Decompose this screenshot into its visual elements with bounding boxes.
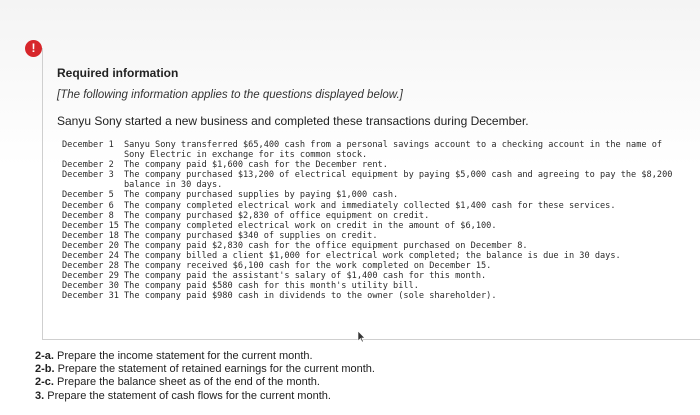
transaction-description: The company purchased $2,830 of office equipment on credit. [124, 210, 430, 221]
transaction-date: December 5 [62, 190, 114, 201]
transaction-date: December 31 [62, 291, 119, 302]
required-info-heading: Required information [57, 66, 179, 80]
transaction-date: December 6 [62, 200, 114, 211]
transaction-date: December 1 [62, 140, 114, 150]
transaction-row [62, 211, 682, 221]
transaction-description: The company completed electrical work and immediately collected $1,400 cash for these services. [124, 200, 616, 211]
transactions-list [62, 140, 682, 302]
transaction-description: The company purchased $340 of supplies on credit. [124, 230, 378, 241]
transaction-description: The company received $6,100 cash for the work completed on December 15. [124, 261, 492, 272]
transaction-description: The company paid $580 cash for this month's utility bill. [124, 281, 419, 292]
transaction-row [62, 291, 682, 301]
question-text: Prepare the income statement for the current month. [53, 350, 313, 362]
info-note: [The following information applies to the questions displayed below.] [57, 89, 403, 101]
transaction-date: December 29 [62, 271, 119, 282]
intro-text: Sanyu Sony started a new business and completed these transactions during December. [57, 114, 529, 128]
transaction-row [62, 281, 682, 291]
transaction-row [62, 170, 682, 190]
question-number: 2-c. [35, 376, 54, 389]
transaction-date: December 2 [62, 160, 114, 171]
question-text: Prepare the statement of cash flows for the current month. [44, 389, 331, 402]
question-list [35, 350, 375, 403]
question-item [35, 376, 375, 389]
transaction-date: December 8 [62, 210, 114, 221]
transaction-description: The company paid $2,830 cash for the office equipment purchased on December 8. [124, 240, 528, 251]
transaction-date: December 3 [62, 170, 114, 181]
transaction-date: December 20 [62, 240, 119, 251]
question-item [35, 363, 375, 376]
transaction-description: The company billed a client $1,000 for electrical work completed; the balance is due in 30 days. [124, 251, 621, 262]
question-text: Prepare the statement of retained earnings for the current month. [54, 363, 375, 376]
question-text: Prepare the balance sheet as of the end of the month. [53, 376, 320, 389]
alert-icon: ! [25, 40, 42, 57]
transaction-row [62, 251, 682, 261]
transaction-row [62, 231, 682, 241]
transaction-description: Sanyu Sony transferred $65,400 cash from a personal savings account to a checking account in the name of Sony Electric in exchange for its common stock. [124, 140, 663, 161]
transaction-date: December 28 [62, 261, 119, 272]
transaction-row [62, 160, 682, 170]
question-item [35, 390, 375, 403]
transaction-date: December 24 [62, 251, 119, 262]
transaction-row [62, 271, 682, 281]
transaction-description: The company paid $980 cash in dividends to the owner (sole shareholder). [124, 291, 497, 302]
question-number: 2-b. [35, 363, 55, 376]
question-item [35, 350, 375, 363]
transaction-description: The company completed electrical work on credit in the amount of $6,100. [124, 220, 497, 231]
transaction-row [62, 190, 682, 200]
transaction-row [62, 221, 682, 231]
transaction-row [62, 140, 682, 160]
transaction-description: The company purchased supplies by paying $1,000 cash. [124, 190, 399, 201]
question-number: 2-a. [35, 350, 54, 362]
transaction-description: The company purchased $13,200 of electrical equipment by paying $5,000 cash and agreeing to pay the $8,200 balance in 30 days. [124, 170, 673, 191]
mouse-cursor-icon [357, 331, 365, 343]
question-number: 3. [35, 389, 45, 402]
transaction-date: December 18 [62, 230, 119, 241]
transaction-description: The company paid $1,600 cash for the December rent. [124, 160, 388, 171]
transaction-description: The company paid the assistant's salary of $1,400 cash for this month. [124, 271, 487, 282]
transaction-row [62, 241, 682, 251]
transaction-date: December 30 [62, 281, 119, 292]
transaction-row [62, 201, 682, 211]
transaction-row [62, 261, 682, 271]
transaction-date: December 15 [62, 220, 119, 231]
